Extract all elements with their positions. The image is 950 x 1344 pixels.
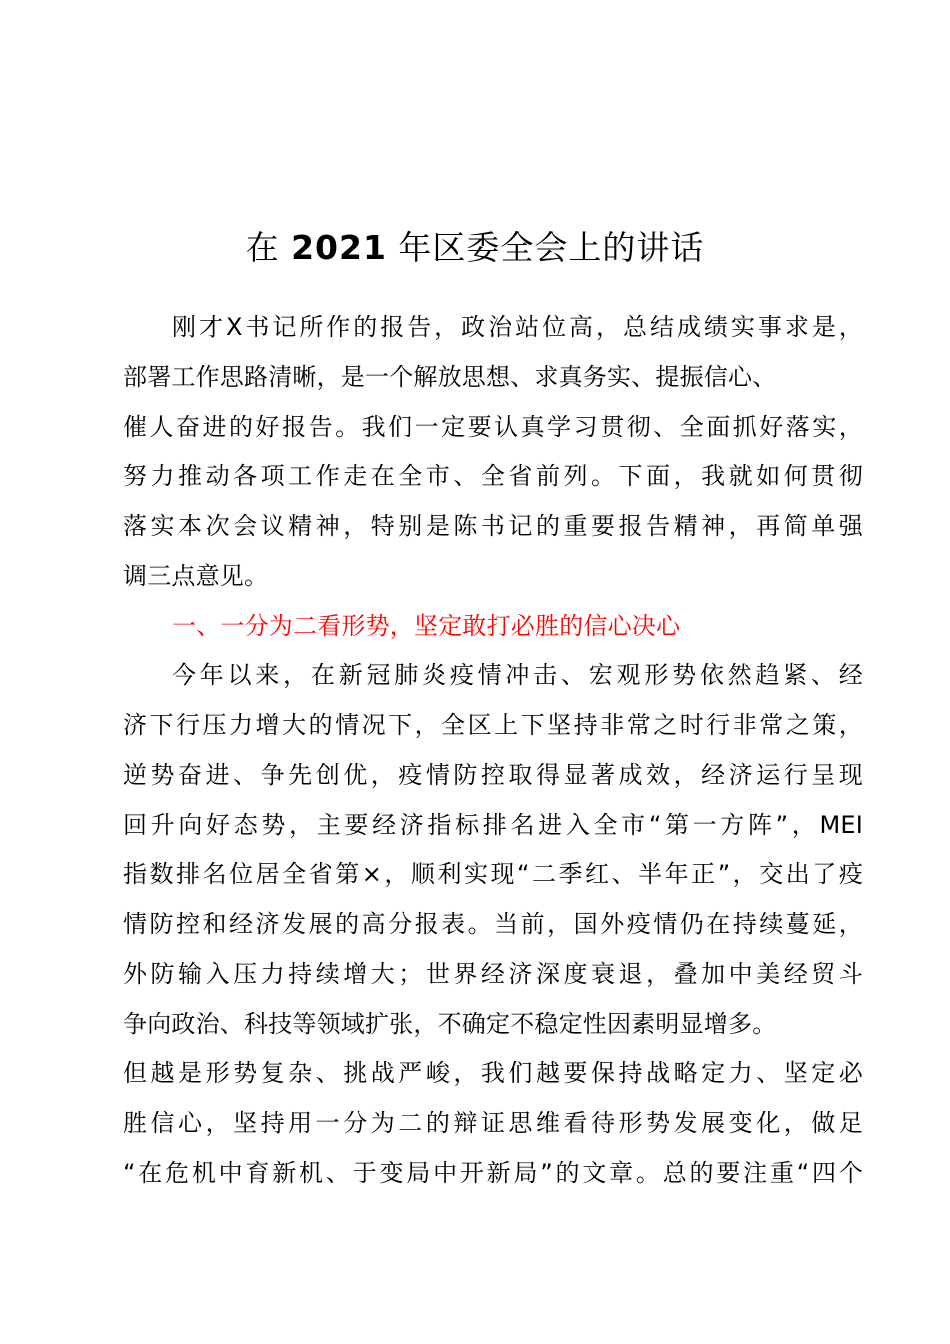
section-heading: 一、一分为二看形势，坚定敢打必胜的信心决心 bbox=[172, 611, 681, 640]
paragraph-line: 回升向好态势，主要经济指标排名进入全市“第一方阵”，MEI bbox=[123, 810, 863, 839]
paragraph-line: 逆势奋进、争先创优，疫情防控取得显著成效，经济运行呈现 bbox=[123, 760, 863, 789]
paragraph-line: 外防输入压力持续增大；世界经济深度衰退，叠加中美经贸斗 bbox=[123, 959, 863, 988]
title-prefix: 在 bbox=[245, 228, 280, 267]
paragraph-line: 调三点意见。 bbox=[123, 561, 269, 590]
document-body bbox=[123, 303, 863, 1199]
title-year: 2021 bbox=[291, 228, 387, 267]
paragraph-line: 胜信心，坚持用一分为二的辩证思维看待形势发展变化，做足 bbox=[123, 1109, 863, 1137]
paragraph-line: “在危机中育新机、于变局中开新局”的文章。总的要注重“四个 bbox=[123, 1158, 863, 1187]
paragraph-line: 但越是形势复杂、挑战严峻，我们越要保持战略定力、坚定必 bbox=[123, 1059, 863, 1088]
paragraph-line: 争向政治、科技等领域扩张，不确定不稳定性因素明显增多。 bbox=[123, 1009, 777, 1038]
paragraph-line: 济下行压力增大的情况下，全区上下坚持非常之时行非常之策， bbox=[123, 711, 863, 739]
paragraph-line: 部署工作思路清晰，是一个解放思想、求真务实、提振信心、 bbox=[123, 362, 777, 391]
paragraph-line: 催人奋进的好报告。我们一定要认真学习贯彻、全面抓好落实， bbox=[123, 412, 863, 441]
paragraph-line: 今年以来，在新冠肺炎疫情冲击、宏观形势依然趋紧、经 bbox=[172, 661, 863, 690]
paragraph-line: 落实本次会议精神，特别是陈书记的重要报告精神，再简单强 bbox=[123, 512, 863, 540]
paragraph-line: 指数排名位居全省第×，顺利实现“二季红、半年正”，交出了疫 bbox=[123, 860, 863, 889]
paragraph-line: 刚才X书记所作的报告，政治站位高，总结成绩实事求是， bbox=[172, 313, 863, 341]
document-title bbox=[0, 226, 950, 270]
title-suffix: 年区委全会上的讲话 bbox=[398, 228, 705, 267]
paragraph-line: 情防控和经济发展的高分报表。当前，国外疫情仍在持续蔓延， bbox=[123, 910, 863, 938]
paragraph-line: 努力推动各项工作走在全市、全省前列。下面，我就如何贯彻 bbox=[123, 462, 863, 491]
